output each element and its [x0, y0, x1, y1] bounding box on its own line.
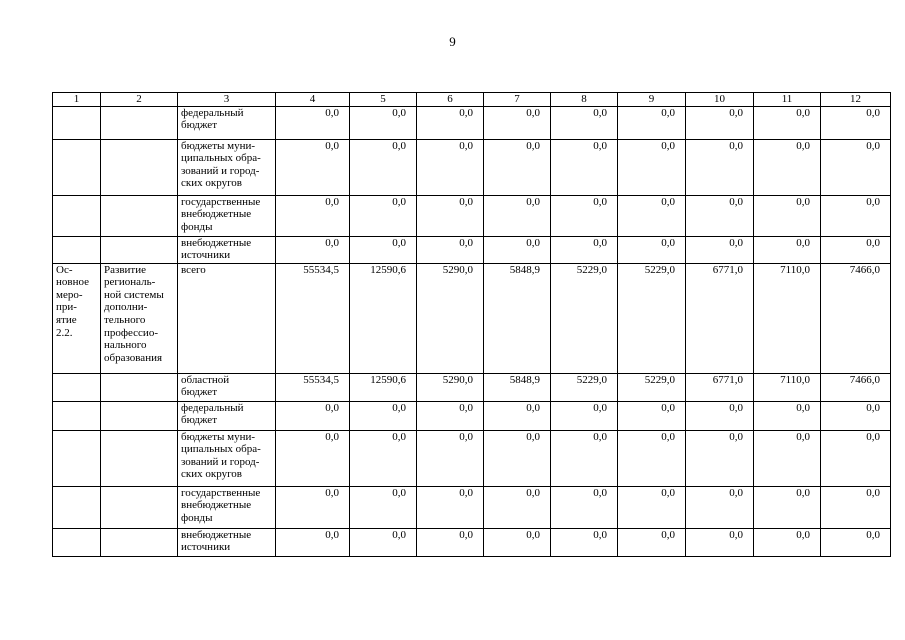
funding-source-cell: всего: [178, 263, 276, 373]
budget-table: [52, 92, 891, 557]
header-row: [53, 93, 891, 107]
value-cell: 0,0: [350, 401, 417, 430]
value-cell: 0,0: [686, 139, 754, 195]
funding-source-cell: федеральный бюджет: [178, 401, 276, 430]
value-cell: 7110,0: [754, 263, 821, 373]
table-row: [53, 195, 891, 236]
column-header: 5: [350, 93, 417, 107]
value-cell: 0,0: [821, 106, 891, 139]
value-cell: 5229,0: [551, 263, 618, 373]
funding-source-cell: областной бюджет: [178, 373, 276, 401]
funding-source-cell: внебюджетные источники: [178, 236, 276, 263]
value-cell: 0,0: [686, 486, 754, 528]
column-header: 4: [276, 93, 350, 107]
value-cell: 0,0: [350, 139, 417, 195]
table-row: [53, 106, 891, 139]
table-row: [53, 486, 891, 528]
value-cell: 0,0: [484, 236, 551, 263]
table-row: [53, 528, 891, 556]
value-cell: 0,0: [618, 236, 686, 263]
value-cell: 0,0: [754, 528, 821, 556]
measure-name-cell: [101, 430, 178, 486]
value-cell: 0,0: [551, 236, 618, 263]
funding-source-cell: внебюджетные источники: [178, 528, 276, 556]
value-cell: 0,0: [686, 195, 754, 236]
value-cell: 0,0: [417, 195, 484, 236]
value-cell: 0,0: [618, 401, 686, 430]
measure-id-cell: [53, 528, 101, 556]
measure-name-cell: [101, 486, 178, 528]
column-header: 2: [101, 93, 178, 107]
column-header: 12: [821, 93, 891, 107]
value-cell: 0,0: [276, 430, 350, 486]
value-cell: 0,0: [276, 195, 350, 236]
funding-source-cell: государственные внебюджетные фонды: [178, 486, 276, 528]
value-cell: 0,0: [754, 139, 821, 195]
value-cell: 0,0: [686, 430, 754, 486]
value-cell: 0,0: [821, 430, 891, 486]
value-cell: 0,0: [350, 236, 417, 263]
value-cell: 0,0: [417, 106, 484, 139]
value-cell: 0,0: [551, 528, 618, 556]
column-header: 3: [178, 93, 276, 107]
column-header: 11: [754, 93, 821, 107]
table-row: [53, 430, 891, 486]
value-cell: 0,0: [350, 430, 417, 486]
value-cell: 0,0: [350, 195, 417, 236]
table-row: [53, 263, 891, 373]
value-cell: 5848,9: [484, 373, 551, 401]
value-cell: 0,0: [276, 236, 350, 263]
measure-id-cell: [53, 373, 101, 401]
table-row: [53, 373, 891, 401]
value-cell: 0,0: [821, 486, 891, 528]
value-cell: 12590,6: [350, 263, 417, 373]
value-cell: 0,0: [821, 401, 891, 430]
value-cell: 0,0: [754, 106, 821, 139]
value-cell: 12590,6: [350, 373, 417, 401]
funding-source-cell: федеральный бюджет: [178, 106, 276, 139]
value-cell: 0,0: [618, 106, 686, 139]
measure-name-cell: [101, 373, 178, 401]
measure-id-cell: [53, 486, 101, 528]
value-cell: 7110,0: [754, 373, 821, 401]
funding-source-cell: государственные внебюджетные фонды: [178, 195, 276, 236]
value-cell: 7466,0: [821, 373, 891, 401]
value-cell: 0,0: [484, 528, 551, 556]
value-cell: 6771,0: [686, 263, 754, 373]
value-cell: 0,0: [417, 430, 484, 486]
value-cell: 0,0: [754, 195, 821, 236]
value-cell: 0,0: [484, 195, 551, 236]
value-cell: 0,0: [350, 486, 417, 528]
measure-name-cell: [101, 528, 178, 556]
value-cell: 0,0: [276, 139, 350, 195]
value-cell: 0,0: [618, 528, 686, 556]
value-cell: 0,0: [417, 486, 484, 528]
measure-id-cell: [53, 430, 101, 486]
value-cell: 0,0: [754, 236, 821, 263]
column-header: 9: [618, 93, 686, 107]
value-cell: 0,0: [618, 486, 686, 528]
value-cell: 0,0: [618, 195, 686, 236]
measure-id-cell: [53, 139, 101, 195]
value-cell: 5229,0: [618, 373, 686, 401]
measure-name-cell: [101, 139, 178, 195]
value-cell: 0,0: [484, 430, 551, 486]
measure-name-cell: [101, 236, 178, 263]
value-cell: 5290,0: [417, 373, 484, 401]
value-cell: 0,0: [821, 139, 891, 195]
value-cell: 0,0: [754, 486, 821, 528]
value-cell: 0,0: [417, 528, 484, 556]
value-cell: 0,0: [551, 106, 618, 139]
value-cell: 5229,0: [551, 373, 618, 401]
value-cell: 0,0: [276, 486, 350, 528]
value-cell: 0,0: [417, 236, 484, 263]
value-cell: 0,0: [686, 106, 754, 139]
value-cell: 0,0: [276, 401, 350, 430]
table-row: [53, 401, 891, 430]
value-cell: 0,0: [551, 139, 618, 195]
value-cell: 0,0: [551, 401, 618, 430]
value-cell: 0,0: [551, 195, 618, 236]
value-cell: 0,0: [417, 139, 484, 195]
value-cell: 0,0: [754, 401, 821, 430]
measure-id-cell: [53, 401, 101, 430]
value-cell: 0,0: [484, 139, 551, 195]
value-cell: 5848,9: [484, 263, 551, 373]
value-cell: 0,0: [618, 139, 686, 195]
column-header: 1: [53, 93, 101, 107]
measure-name-cell: [101, 401, 178, 430]
measure-id-cell: [53, 106, 101, 139]
column-header: 6: [417, 93, 484, 107]
funding-source-cell: бюджеты муни- ципальных обра- зований и город- ских округов: [178, 139, 276, 195]
value-cell: 0,0: [484, 401, 551, 430]
value-cell: 0,0: [686, 236, 754, 263]
value-cell: 0,0: [350, 106, 417, 139]
value-cell: 0,0: [686, 528, 754, 556]
value-cell: 0,0: [821, 528, 891, 556]
column-header: 10: [686, 93, 754, 107]
value-cell: 0,0: [821, 236, 891, 263]
value-cell: 55534,5: [276, 263, 350, 373]
value-cell: 55534,5: [276, 373, 350, 401]
value-cell: 0,0: [821, 195, 891, 236]
value-cell: 0,0: [484, 486, 551, 528]
value-cell: 0,0: [276, 528, 350, 556]
measure-name-cell: [101, 195, 178, 236]
page-number: 9: [449, 34, 456, 49]
measure-id-cell: [53, 236, 101, 263]
value-cell: 5290,0: [417, 263, 484, 373]
value-cell: 0,0: [417, 401, 484, 430]
table-row: [53, 139, 891, 195]
funding-source-cell: бюджеты муни- ципальных обра- зований и город- ских округов: [178, 430, 276, 486]
value-cell: 0,0: [754, 430, 821, 486]
column-header: 7: [484, 93, 551, 107]
value-cell: 0,0: [551, 430, 618, 486]
value-cell: 0,0: [276, 106, 350, 139]
measure-id-cell: [53, 195, 101, 236]
value-cell: 5229,0: [618, 263, 686, 373]
column-header: 8: [551, 93, 618, 107]
value-cell: 0,0: [551, 486, 618, 528]
measure-name-cell: Развитие региональ- ной системы дополни- тельного профессио- нального образования: [101, 263, 178, 373]
table-row: [53, 236, 891, 263]
measure-name-cell: [101, 106, 178, 139]
value-cell: 0,0: [618, 430, 686, 486]
value-cell: 6771,0: [686, 373, 754, 401]
value-cell: 0,0: [350, 528, 417, 556]
value-cell: 0,0: [686, 401, 754, 430]
value-cell: 0,0: [484, 106, 551, 139]
value-cell: 7466,0: [821, 263, 891, 373]
measure-id-cell: Ос- новное меро- при- ятие 2.2.: [53, 263, 101, 373]
